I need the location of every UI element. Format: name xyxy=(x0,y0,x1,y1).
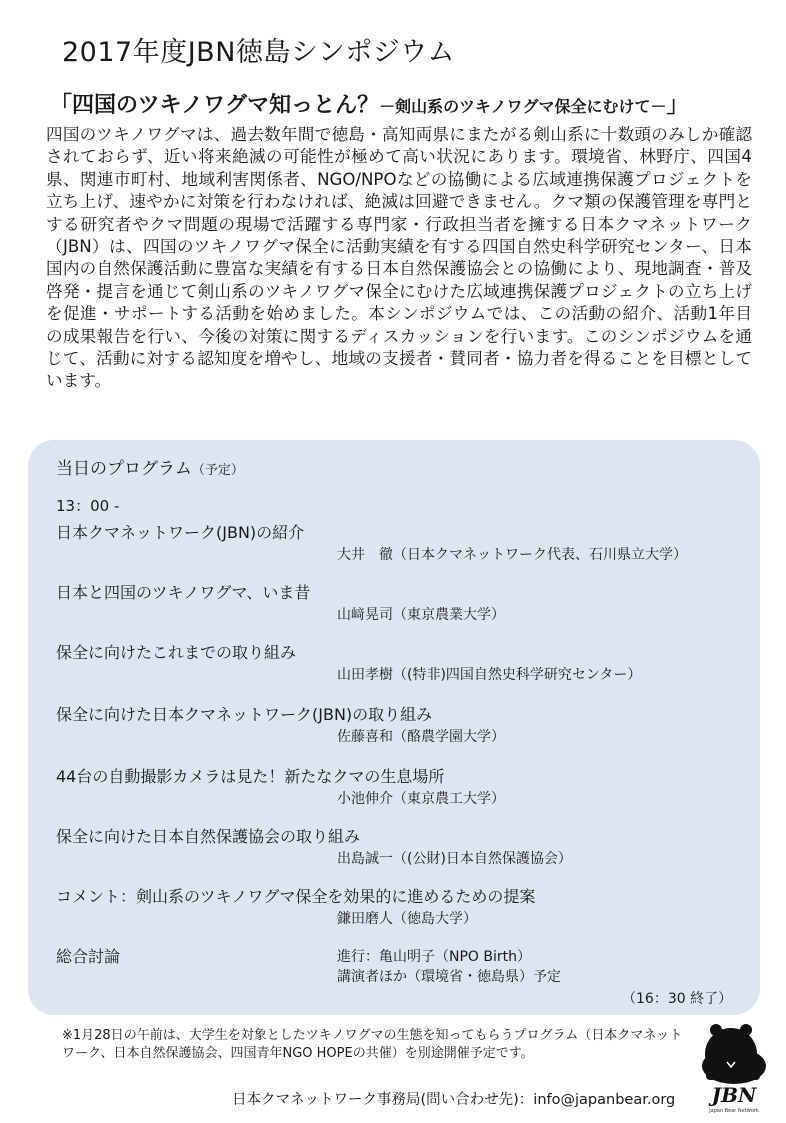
discussion-panel: 講演者ほか（環境省・徳島県）予定 xyxy=(337,969,561,985)
subtitle-sub: －剣山系のツキノワグマ保全にむけて－ xyxy=(379,97,667,116)
subtitle-main: 四国のツキノワグマ知っとん？ xyxy=(72,93,380,118)
program-item-speaker: 山﨑晃司（東京農業大学） xyxy=(337,607,505,623)
program-item-title: 保全に向けた日本自然保護協会の取り組み xyxy=(56,827,361,846)
program-item-speaker: 大井 徹（日本クマネットワーク代表、石川県立大学） xyxy=(337,547,687,563)
subtitle-open-bracket: 「 xyxy=(50,93,73,118)
discussion-title: 総合討論 xyxy=(56,947,121,966)
program-item-title: 日本と四国のツキノワグマ、いま昔 xyxy=(56,583,311,602)
program-heading-label: 当日のプログラム xyxy=(56,459,192,479)
program-tentative: （予定） xyxy=(191,463,244,478)
logo-caption: Japan Bear Network xyxy=(709,1108,759,1114)
program-item-title: 保全に向けた日本クマネットワーク(JBN)の取り組み xyxy=(56,705,433,724)
program-item-speaker: 佐藤喜和（酪農学園大学） xyxy=(337,729,505,745)
contact-info: 日本クマネットワーク事務局(問い合わせ先)：info@japanbear.org xyxy=(232,1092,676,1108)
program-item-title: コメント：剣山系のツキノワグマ保全を効果的に進めるための提案 xyxy=(56,887,536,906)
program-item-title: 44台の自動撮影カメラは見た！新たなクマの生息場所 xyxy=(56,767,445,786)
program-item-speaker: 小池伸介（東京農工大学） xyxy=(337,791,505,807)
jbn-bear-logo xyxy=(694,1022,774,1114)
program-start-time: 13：00 - xyxy=(56,497,120,515)
program-end-time: （16：30 終了） xyxy=(622,991,733,1007)
program-item-speaker: 出島誠一（(公財)日本自然保護協会） xyxy=(337,851,572,867)
page-title: 2017年度JBN徳島シンポジウム xyxy=(62,37,455,68)
program-item-title: 保全に向けたこれまでの取り組み xyxy=(56,643,297,662)
subtitle-close-bracket: 」 xyxy=(666,93,689,118)
page-subtitle xyxy=(50,88,689,119)
program-item-speaker: 鎌田磨人（徳島大学） xyxy=(337,911,477,927)
footnote: ※1月28日の午前は、大学生を対象としたツキノワグマの生態を知ってもらうプログラム（日本クマネットワーク、日本自然保護協会、四国青年NGO HOPEの共催）を別途開催予定です。 xyxy=(62,1028,683,1061)
program-item-speaker: 山田孝樹（(特非)四国自然史科学研究センター） xyxy=(337,667,642,683)
discussion-moderator: 進行：亀山明子（NPO Birth） xyxy=(337,949,531,965)
intro-paragraph: 四国のツキノワグマは、過去数年間で徳島・高知両県にまたがる剣山系に十数頭のみしか確認されておらず、近い将来絶滅の可能性が極めて高い状況にあります。環境省、林野庁、四国4県、関連市町村、地域利害関係者、NGO/NPOなどの協働による広域連携保護プロジェクトを立ち上げ、速やかに対策を行わなければ、絶滅は回避できません。クマ類の保護管理を専門とする研究者やクマ問題の現場で活躍する専門家・行政担当者を擁する日本クマネットワーク（JBN）は、四国のツキノワグマ保全に活動実績を有する四国自然史科学研究センター、日本国内の自然保護活動に豊富な実績を有する日本自然保護協会との協働により、現地調査・普及啓発・提言を通じて剣山系のツキノワグマ保全にむけた広域連携保護プロジェクトの立ち上げを促進・サポートする活動を始めました。本シンポジウムでは、この活動の紹介、活動1年目の成果報告を行い、今後の対策に関するディスカッションを行います。このシンポジウムを通じて、活動に対する認知度を増やし、地域の支援者・賛同者・協力者を得ることを目標としています。 xyxy=(46,125,752,391)
program-heading xyxy=(56,454,244,479)
program-item-title: 日本クマネットワーク(JBN)の紹介 xyxy=(56,523,305,542)
logo-text: JBN xyxy=(711,1083,757,1107)
